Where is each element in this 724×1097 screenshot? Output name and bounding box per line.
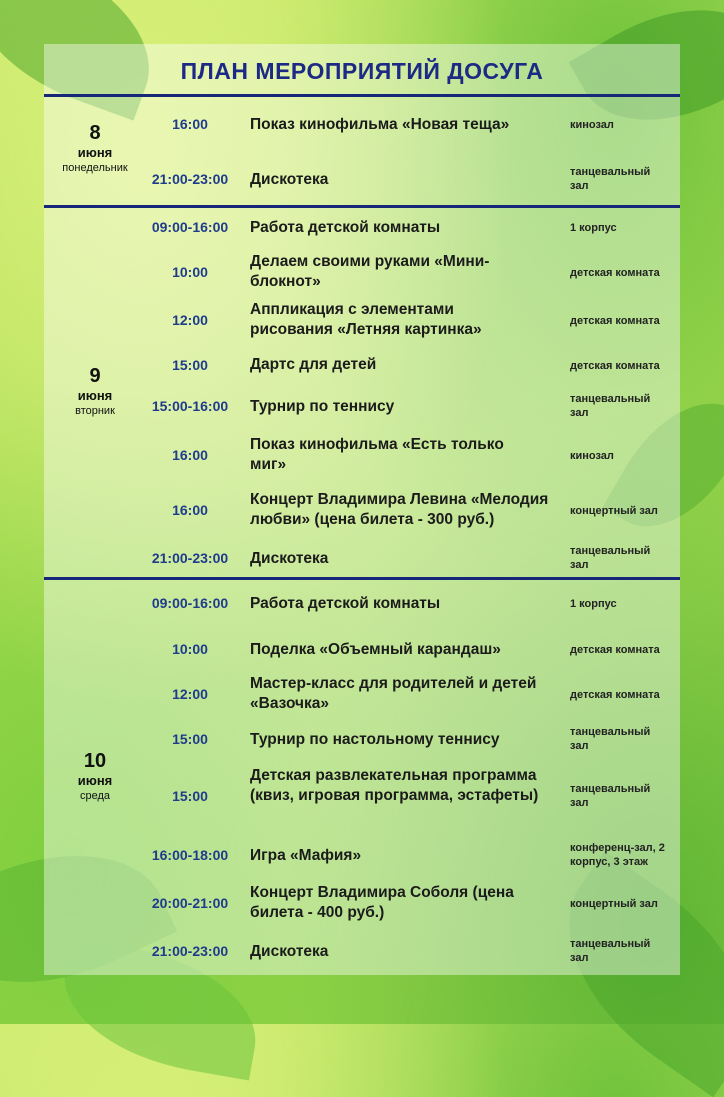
event-place: танцевальный зал [570, 393, 651, 419]
day-label [44, 750, 146, 803]
event-time: 10:00 [172, 264, 208, 280]
event-time: 20:00-21:00 [151, 895, 229, 911]
event-title: Показ кинофильма «Новая теща» [250, 116, 510, 133]
event-title: Турнир по настольному теннису [250, 731, 500, 748]
event-title: Концерт Владимира Соболя (цена билета - 400 руб.) [250, 884, 514, 921]
page-title: ПЛАН МЕРОПРИЯТИЙ ДОСУГА [180, 57, 544, 84]
day-weekday: вторник [75, 405, 115, 417]
day-number: 9 [89, 365, 101, 387]
divider [44, 94, 680, 97]
event-title: Детская развлекательная программа (квиз, игровая программа, эстафеты) [250, 767, 539, 804]
event-time: 10:00 [172, 641, 208, 657]
event-time: 16:00 [172, 502, 208, 518]
event-time: 16:00 [172, 447, 208, 463]
day-month: июня [77, 773, 113, 788]
event-title: Показ кинофильма «Есть только миг» [250, 436, 504, 473]
day-weekday: понедельник [62, 162, 128, 174]
event-place: кинозал [570, 450, 614, 462]
event-time: 21:00-23:00 [151, 550, 229, 566]
event-title: Игра «Мафия» [250, 847, 362, 864]
event-place: 1 корпус [570, 222, 617, 234]
event-time: 15:00 [172, 788, 208, 804]
event-place: 1 корпус [570, 598, 617, 610]
event-time: 15:00 [172, 731, 208, 747]
schedule-panel [44, 44, 680, 975]
event-place: танцевальный зал [570, 938, 651, 964]
event-place: концертный зал [570, 898, 658, 910]
day-month: июня [77, 388, 113, 403]
event-time: 21:00-23:00 [151, 943, 229, 959]
day-number: 10 [83, 750, 107, 772]
event-place: танцевальный зал [570, 545, 651, 571]
event-title: Турнир по теннису [250, 398, 395, 415]
event-time: 15:00 [172, 357, 208, 373]
event-title: Дартс для детей [250, 356, 377, 373]
event-title: Мастер-класс для родителей и детей «Вазочка» [250, 675, 537, 712]
event-place: кинозал [570, 119, 614, 131]
day-number: 8 [89, 122, 101, 144]
event-title: Дискотека [250, 171, 329, 188]
event-place: танцевальный зал [570, 166, 651, 192]
event-title: Аппликация с элементами рисования «Летняя картинка» [250, 301, 482, 338]
event-title: Делаем своими руками «Мини-блокнот» [250, 253, 490, 290]
event-title: Концерт Владимира Левина «Мелодия любви» (цена билета - 300 руб.) [250, 491, 549, 528]
event-place: детская комната [570, 315, 660, 327]
event-time: 12:00 [172, 686, 208, 702]
event-place: конференц-зал, 2 корпус, 3 этаж [570, 842, 665, 868]
day-label [44, 122, 146, 175]
event-title: Работа детской комнаты [250, 595, 441, 612]
event-title: Дискотека [250, 550, 329, 567]
event-place: детская комната [570, 360, 660, 372]
event-place: танцевальный зал [570, 783, 651, 809]
event-title: Работа детской комнаты [250, 219, 441, 236]
event-title: Поделка «Объемный карандаш» [250, 641, 501, 658]
event-time: 09:00-16:00 [151, 595, 229, 611]
event-place: детская комната [570, 267, 660, 279]
event-place: детская комната [570, 644, 660, 656]
event-place: концертный зал [570, 505, 658, 517]
divider [44, 205, 680, 208]
event-place: детская комната [570, 689, 660, 701]
day-label [44, 365, 146, 418]
day-weekday: среда [79, 790, 111, 802]
event-time: 09:00-16:00 [151, 219, 229, 235]
event-time: 21:00-23:00 [151, 171, 229, 187]
divider [44, 577, 680, 580]
event-place: танцевальный зал [570, 726, 651, 752]
event-time: 15:00-16:00 [151, 398, 229, 414]
day-month: июня [77, 145, 113, 160]
event-title: Дискотека [250, 943, 329, 960]
event-time: 16:00 [172, 116, 208, 132]
event-time: 12:00 [172, 312, 208, 328]
event-time: 16:00-18:00 [151, 847, 229, 863]
